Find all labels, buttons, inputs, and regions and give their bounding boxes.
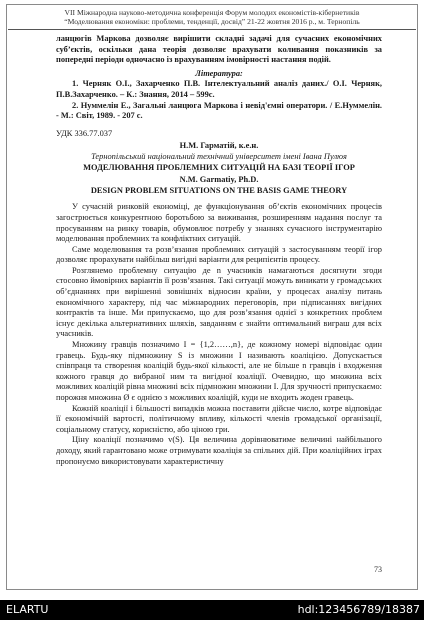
body-paragraph: Розглянемо проблемну ситуацію де n учасників намагаються досягнути згоди стосовно ймовірних варіантів її розв’язання. Такі ситуації можуть виникати у громадських об’єднаннях при вирішенні зовнішніх відносин країни, у процесах аналізу питань економічного характеру, під час міжнародних переговорів, при підписаннях вигідних контрактів та інше. Ми припускаємо, що для розв’язання однієї з конкретних проблем існує декілька альтернативних шляхів, завданням є знайти оптимальний виграш для всіх учасників. <box>56 265 382 339</box>
article-title-ua: МОДЕЛЮВАННЯ ПРОБЛЕМНИХ СИТУАЦІЙ НА БАЗІ ТЕОРІЇ ІГОР <box>83 162 355 172</box>
conference-header <box>8 8 416 26</box>
header-divider <box>8 29 416 30</box>
body-paragraph: Саме моделювання та розв’язання проблемних ситуацій з застосуванням теорії ігор дозволяє прорахувати найбільш вигідні варіанти для реципієнтів процесу. <box>56 244 382 265</box>
body-paragraph: У сучасній ринковій економіці, де функціонування об’єктів економічних процесів загострюється конкурентною боротьбою за виживання, розширенням надання послуг та просуванням на ринку товарів, обумовлює потребу у знаннях сучасного інструментарію моделювання проблемних та конфліктних ситуацій. <box>56 202 382 244</box>
udk-code: УДК 336.77.037 <box>56 128 113 138</box>
repository-name[interactable]: ELARTU <box>6 603 49 616</box>
literature-item: 1. Черняк О.І., Захарченко П.В. Інтелектуальний аналіз даних./ О.І. Черняк, П.В.Захарченко. – К.: Знання, 2014 – 599с. <box>56 79 382 99</box>
article-content <box>56 34 382 467</box>
article-title-en: DESIGN PROBLEM SITUATIONS ON THE BASIS GAME THEORY <box>90 185 348 195</box>
literature-heading: Література: <box>195 68 243 78</box>
handle-identifier[interactable]: hdl:123456789/18387 <box>297 603 420 616</box>
body-paragraph: Кожній коаліції і більшості випадків можна поставити дійсне число, котре відповідає її економічній вартості, політичному впливу, кількості членів громадської організації, соціальному статусу, корисністю, або ціною гри. <box>56 403 382 434</box>
literature-item: 2. Нуммелін Е., Загальні ланцюга Маркова і невід'ємні оператори. / Е.Нуммелін. - М.: Світ, 1989. - 207 с. <box>56 100 382 121</box>
body-paragraph: Ціну коаліції позначимо v(S). Ця величина дорівнюватиме величині найбільшого доходу, який гарантовано може отримувати коаліція за спільних дій. При коаліційних іграх пропонуємо використовувати характеристичну <box>56 435 382 466</box>
author-affiliation: Тернопільський національний технічний університет імені Івана Пулюя <box>91 151 347 161</box>
author-name: Н.М. Гарматій, к.е.н. <box>179 141 259 151</box>
page-number: 73 <box>374 565 382 574</box>
author-name-en: N.M. Garmatiy, Ph.D. <box>179 175 259 185</box>
header-line-2: “Моделювання економіки: проблеми, тенденції, досвід” 21-22 жовтня 2016 р., м. Тернопіль <box>64 17 360 26</box>
header-line-1: VII Міжнародна науково-методична конференція Форум молодих економістів-кібернетиків <box>64 8 360 17</box>
repository-footer-bar <box>0 600 424 620</box>
intro-paragraph: ланцюгів Маркова дозволяє вирішити складні задачі для сучасних економічних суб’єктів, оскільки дана теорія дозволяє врахувати коливання показників за попередні періоди одночасно із врахуванням імовірності настання подій. <box>56 34 382 65</box>
body-paragraph: Множину гравців позначимо I = {1,2……,n}, де кожному номері відповідає один гравець. Будь-яку підмножину S із множини I називають коаліцією. Допускається співпраця та створення коаліцій будь-якої кількості, але не більше n гравців і входження кожного гравця до вибраної ним та вигідної коаліції. Очевидно, що множина всіх можливих коаліцій рівна множині всіх підмножин множини I. Для зручності припускаємо: порожня множина Ø є однією з можливих коаліцій, куди не входить жоден гравець. <box>56 340 382 402</box>
